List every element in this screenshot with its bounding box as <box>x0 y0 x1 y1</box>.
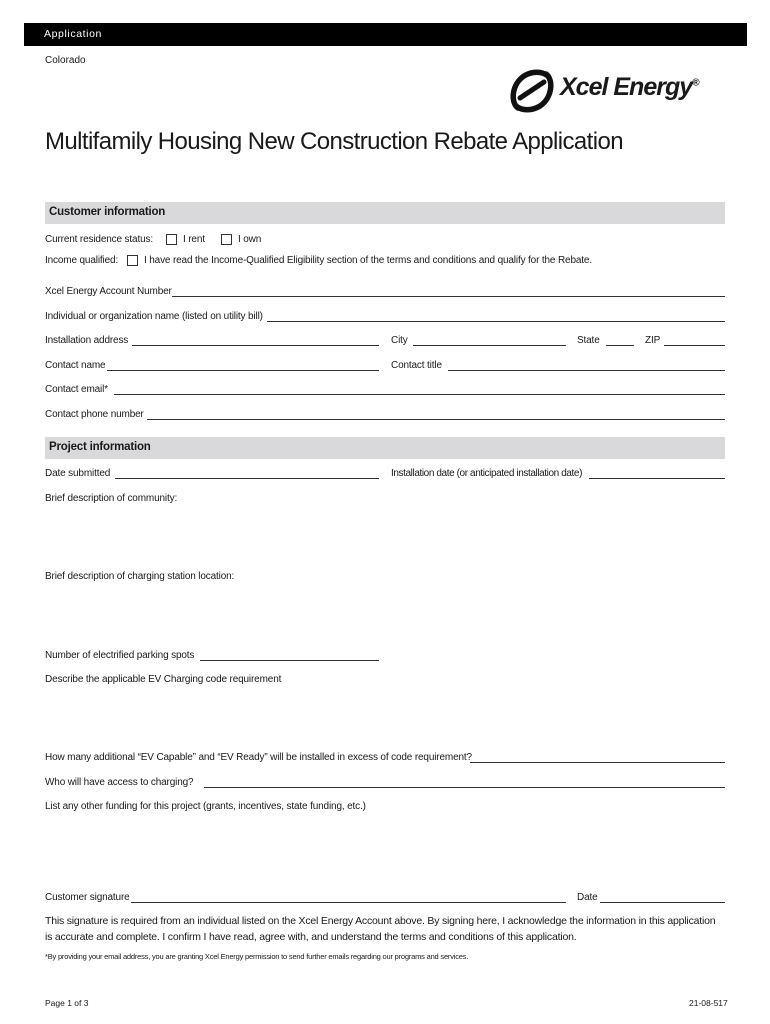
customer-info-section-header: Customer information <box>45 202 725 224</box>
community-description-label: Brief description of community: <box>45 493 178 504</box>
organization-name-field[interactable] <box>267 321 725 322</box>
signature-date-label: Date <box>577 892 598 903</box>
code-requirement-area[interactable] <box>45 690 725 745</box>
customer-signature-field[interactable] <box>131 902 566 903</box>
date-submitted-label: Date submitted <box>45 468 111 479</box>
contact-name-label: Contact name <box>45 360 106 371</box>
zip-label: ZIP <box>645 335 661 346</box>
contact-title-field[interactable] <box>448 370 725 371</box>
parking-spots-label: Number of electrified parking spots <box>45 650 195 661</box>
header-bar-label: Application <box>44 28 102 40</box>
form-code: 21-08-517 <box>689 998 728 1008</box>
installation-date-field[interactable] <box>589 478 725 479</box>
customer-signature-label: Customer signature <box>45 892 130 903</box>
own-label: I own <box>238 234 262 245</box>
zip-field[interactable] <box>664 345 725 346</box>
page-title: Multifamily Housing New Construction Rebate Application <box>45 128 623 155</box>
parking-spots-field[interactable] <box>200 660 379 661</box>
organization-name-label: Individual or organization name (listed on utility bill) <box>45 311 263 322</box>
contact-title-label: Contact title <box>391 360 442 371</box>
contact-email-label: Contact email* <box>45 384 108 395</box>
additional-ev-field[interactable] <box>470 762 725 763</box>
charging-access-label: Who will have access to charging? <box>45 777 194 788</box>
contact-phone-field[interactable] <box>147 419 725 420</box>
contact-phone-label: Contact phone number <box>45 409 144 420</box>
income-qualified-checkbox[interactable] <box>127 255 138 266</box>
community-description-area[interactable] <box>45 508 725 563</box>
other-funding-label: List any other funding for this project (grants, incentives, state funding, etc.) <box>45 801 366 812</box>
state-label: Colorado <box>45 55 86 66</box>
signature-statement: This signature is required from an individual listed on the Xcel Energy Account above. By signing here, I acknowledge the information in this application is accurate and complete. I confirm I have read, agree with, and understand the terms and conditions of this application. <box>45 915 716 943</box>
additional-ev-label: How many additional “EV Capable” and “EV Ready” will be installed in excess of code requirement? <box>45 752 472 763</box>
state-field-label: State <box>577 335 600 346</box>
account-number-field[interactable] <box>172 296 725 297</box>
charging-access-field[interactable] <box>204 787 725 788</box>
installation-address-label: Installation address <box>45 335 129 346</box>
city-label: City <box>391 335 408 346</box>
installation-address-field[interactable] <box>132 345 379 346</box>
header-bar <box>24 23 747 46</box>
other-funding-area[interactable] <box>45 817 725 877</box>
signature-date-field[interactable] <box>600 902 725 903</box>
project-info-section-header: Project information <box>45 437 725 459</box>
income-qualified-text: I have read the Income-Qualified Eligibility section of the terms and conditions and qualify for the Rebate. <box>144 255 592 266</box>
rent-label: I rent <box>183 234 205 245</box>
installation-date-label: Installation date (or anticipated installation date) <box>391 468 582 479</box>
code-requirement-label: Describe the applicable EV Charging code requirement <box>45 674 282 685</box>
city-field[interactable] <box>413 345 566 346</box>
brand-wordmark: Xcel Energy® <box>560 73 699 101</box>
income-qualified-label: Income qualified: <box>45 255 119 266</box>
date-submitted-field[interactable] <box>115 478 379 479</box>
xcel-energy-logo <box>508 68 726 114</box>
charging-location-area[interactable] <box>45 586 725 641</box>
email-permission-note: *By providing your email address, you are granting Xcel Energy permission to send further emails regarding our programs and services. <box>45 952 469 961</box>
contact-email-field[interactable] <box>114 394 725 395</box>
page-number: Page 1 of 3 <box>45 998 89 1008</box>
charging-location-label: Brief description of charging station location: <box>45 571 235 582</box>
contact-name-field[interactable] <box>107 370 379 371</box>
state-field[interactable] <box>606 345 634 346</box>
xcel-swoosh-icon <box>508 68 556 114</box>
own-checkbox[interactable] <box>221 234 232 245</box>
rent-checkbox[interactable] <box>166 234 177 245</box>
residence-status-label: Current residence status: <box>45 234 153 245</box>
account-number-label: Xcel Energy Account Number <box>45 286 172 297</box>
